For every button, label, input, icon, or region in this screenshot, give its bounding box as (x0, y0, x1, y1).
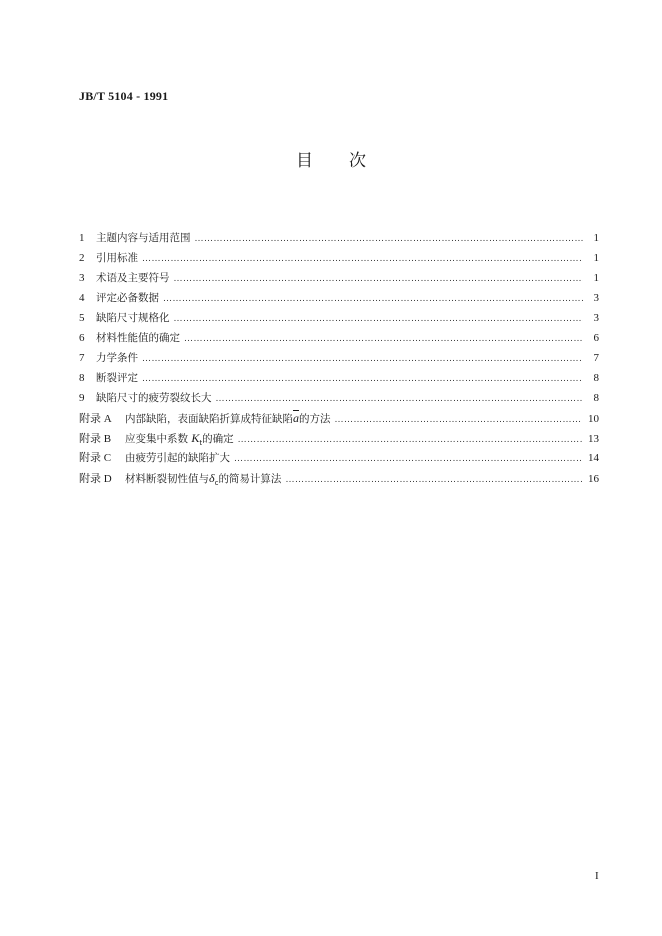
toc-title: 力学条件 (96, 352, 138, 364)
toc-entry-6[interactable] (79, 328, 599, 348)
toc-leader-dots (174, 271, 584, 285)
toc-entry-9[interactable] (79, 388, 599, 408)
toc-page-number: 7 (593, 352, 599, 364)
standard-code-header: JB/T 5104 - 1991 (79, 89, 169, 103)
toc-leader-dots (174, 311, 584, 325)
toc-leader-dots (184, 331, 583, 345)
toc-title-text: 的确定 (202, 433, 234, 445)
toc-title (125, 468, 285, 493)
toc-page-number: 8 (593, 372, 599, 384)
toc-number: 附录 C (79, 452, 112, 464)
toc-number: 附录 A (79, 413, 112, 425)
toc-number: 8 (79, 372, 85, 384)
toc-title: 引用标准 (96, 252, 138, 264)
toc-title: 主题内容与适用范围 (96, 232, 191, 244)
toc-title: 由疲劳引起的缺陷扩大 (125, 452, 230, 464)
toc-title: 评定必备数据 (96, 292, 159, 304)
toc-leader-dots (163, 291, 583, 305)
toc-number: 7 (79, 352, 85, 364)
toc-entry-appendix-b[interactable] (79, 428, 599, 448)
toc-leader-dots (195, 231, 584, 245)
toc-entry-appendix-c[interactable] (79, 448, 599, 468)
math-symbol-a-bar: $\overline{a}$ (293, 411, 299, 425)
toc-leader-dots (238, 432, 582, 446)
toc-leader-dots (216, 391, 584, 405)
toc-leader-dots (142, 251, 583, 265)
toc-page-number: 6 (593, 332, 599, 344)
toc-entry-4[interactable] (79, 288, 599, 308)
toc-page-number: 13 (588, 433, 599, 445)
toc-page-number: 1 (593, 272, 599, 284)
table-of-contents (79, 228, 599, 488)
toc-page-number: 3 (593, 312, 599, 324)
toc-title-text: 材料断裂韧性值与 (125, 473, 209, 485)
toc-number: 4 (79, 292, 85, 304)
title-char-1: 目 (296, 151, 313, 171)
math-subscript-c: c (214, 479, 219, 488)
toc-leader-dots (142, 351, 583, 365)
toc-entry-appendix-a[interactable] (79, 408, 599, 428)
title-char-2: 次 (349, 151, 366, 171)
toc-entry-5[interactable] (79, 308, 599, 328)
toc-page-number: 3 (593, 292, 599, 304)
toc-title: 缺陷尺寸的疲劳裂纹长大 (96, 392, 212, 404)
toc-title-text: 的简易计算法 (218, 473, 282, 485)
toc-number: 6 (79, 332, 85, 344)
toc-leader-dots (234, 451, 582, 465)
toc-title-text: 应变集中系数 (125, 433, 192, 445)
toc-title-text: 的方法 (299, 413, 331, 425)
toc-entry-8[interactable] (79, 368, 599, 388)
toc-number: 5 (79, 312, 85, 324)
page-title (0, 146, 662, 171)
math-symbol-k: K (191, 431, 200, 445)
toc-title: 缺陷尺寸规格化 (96, 312, 170, 324)
toc-number: 1 (79, 232, 85, 244)
toc-leader-dots (285, 472, 582, 486)
toc-number: 3 (79, 272, 85, 284)
toc-number: 9 (79, 392, 85, 404)
page-number-footer: I (595, 870, 599, 882)
toc-entry-appendix-d[interactable] (79, 468, 599, 488)
toc-page-number: 1 (593, 232, 599, 244)
toc-entry-7[interactable] (79, 348, 599, 368)
toc-number: 附录 D (79, 473, 112, 485)
toc-entry-1[interactable] (79, 228, 599, 248)
toc-leader-dots (142, 371, 583, 385)
toc-entry-3[interactable] (79, 268, 599, 288)
toc-page-number: 14 (588, 452, 599, 464)
toc-page-number: 10 (588, 413, 599, 425)
toc-title: 断裂评定 (96, 372, 138, 384)
toc-title: 材料性能值的确定 (96, 332, 180, 344)
toc-page-number: 16 (588, 473, 599, 485)
math-symbol-delta: δ (209, 471, 215, 485)
toc-entry-2[interactable] (79, 248, 599, 268)
toc-title (125, 408, 335, 429)
toc-number: 2 (79, 252, 85, 264)
toc-leader-dots (335, 412, 583, 426)
toc-page-number: 1 (593, 252, 599, 264)
toc-page-number: 8 (593, 392, 599, 404)
math-subscript-t: t (199, 439, 203, 448)
toc-title: 术语及主要符号 (96, 272, 170, 284)
toc-number: 附录 B (79, 433, 112, 445)
toc-title-text: 内部缺陷，表面缺陷折算成特征缺陷 (125, 413, 293, 425)
